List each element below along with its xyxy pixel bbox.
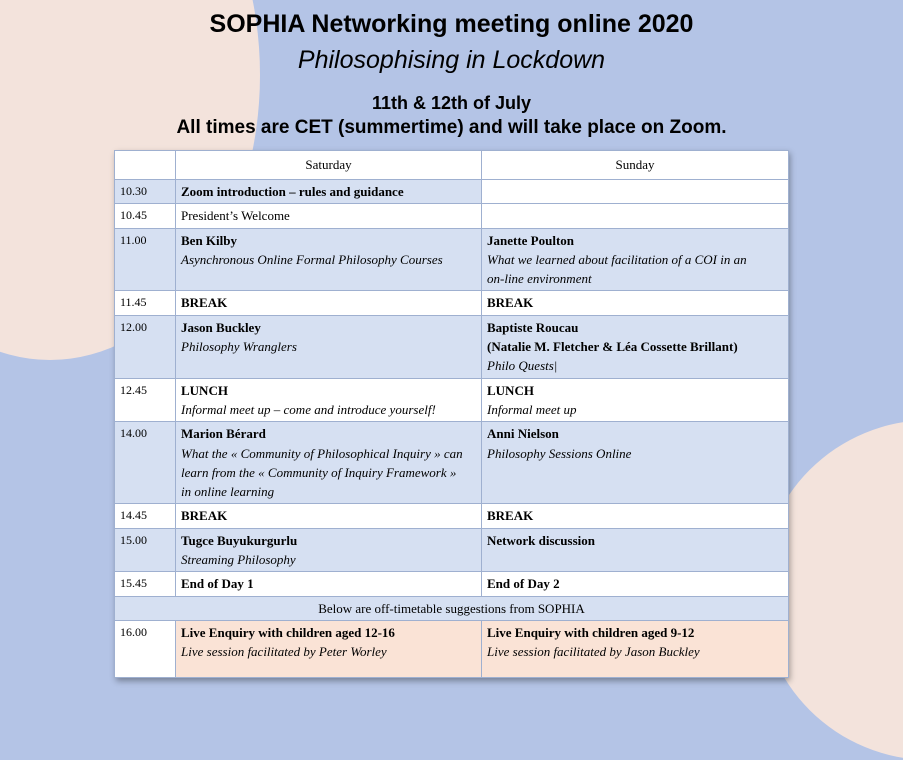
times-note: All times are CET (summertime) and will take place on Zoom. bbox=[176, 117, 727, 138]
session-facilitator: Live session facilitated by Jason Buckley bbox=[487, 644, 700, 660]
break-label: BREAK bbox=[487, 508, 534, 524]
time-cell: 10.45 bbox=[115, 204, 176, 228]
saturday-cell bbox=[176, 180, 482, 204]
speaker-name: Anni Nielson bbox=[487, 426, 559, 442]
event-dates: 11th & 12th of July bbox=[371, 93, 532, 113]
time-column-header bbox=[115, 151, 176, 180]
table-row bbox=[115, 204, 789, 228]
break-label: BREAK bbox=[487, 295, 534, 311]
time-cell: 11.00 bbox=[115, 228, 176, 291]
schedule-table bbox=[114, 150, 788, 678]
lunch-label: LUNCH bbox=[181, 382, 228, 398]
session-title-cont: learn from the « Community of Inquiry Framework » bbox=[181, 464, 457, 480]
sunday-cell bbox=[482, 504, 789, 528]
lunch-note: Informal meet up bbox=[487, 401, 577, 417]
sunday-cell bbox=[482, 180, 789, 204]
time-cell: 16.00 bbox=[115, 620, 176, 677]
table-row bbox=[115, 528, 789, 572]
end-of-day-label: End of Day 1 bbox=[181, 576, 254, 592]
table-row bbox=[115, 315, 789, 378]
sunday-cell bbox=[482, 422, 789, 504]
session-facilitator: Live session facilitated by Peter Worley bbox=[181, 644, 387, 660]
table-row bbox=[115, 572, 789, 596]
speaker-name: Marion Bérard bbox=[181, 426, 266, 442]
time-cell: 11.45 bbox=[115, 291, 176, 315]
off-timetable-note: Below are off-timetable suggestions from SOPHIA bbox=[115, 596, 789, 620]
time-cell: 14.00 bbox=[115, 422, 176, 504]
break-label: BREAK bbox=[181, 295, 228, 311]
saturday-cell bbox=[176, 204, 482, 228]
sunday-column-header: Sunday bbox=[482, 151, 789, 180]
saturday-column-header: Saturday bbox=[176, 151, 482, 180]
sunday-cell bbox=[482, 572, 789, 596]
sunday-cell bbox=[482, 315, 789, 378]
saturday-cell bbox=[176, 504, 482, 528]
session-title: Live Enquiry with children aged 12-16 bbox=[181, 624, 395, 640]
speaker-name: Ben Kilby bbox=[181, 232, 237, 248]
table-row bbox=[115, 291, 789, 315]
time-cell: 10.30 bbox=[115, 180, 176, 204]
saturday-cell bbox=[176, 291, 482, 315]
session-title: Zoom introduction – rules and guidance bbox=[181, 184, 404, 199]
session-title: Streaming Philosophy bbox=[181, 552, 296, 568]
session-title-cont: on-line environment bbox=[487, 271, 592, 287]
table-row bbox=[115, 228, 789, 291]
session-title-cont: in online learning bbox=[181, 484, 275, 500]
time-cell: 14.45 bbox=[115, 504, 176, 528]
speaker-name: Baptiste Roucau bbox=[487, 319, 579, 335]
session-title: What the « Community of Philosophical Inquiry » can bbox=[181, 445, 463, 461]
session-title: Philosophy Wranglers bbox=[181, 339, 297, 355]
sunday-cell bbox=[482, 378, 789, 422]
saturday-cell bbox=[176, 572, 482, 596]
session-title: Asynchronous Online Formal Philosophy Courses bbox=[181, 251, 443, 267]
session-title: Philosophy Sessions Online bbox=[487, 445, 632, 461]
sunday-cell bbox=[482, 291, 789, 315]
page-subtitle: Philosophising in Lockdown bbox=[297, 46, 606, 74]
saturday-cell bbox=[176, 528, 482, 572]
table-row bbox=[115, 180, 789, 204]
lunch-note: Informal meet up – come and introduce yourself! bbox=[181, 401, 436, 417]
time-cell: 15.00 bbox=[115, 528, 176, 572]
sunday-cell bbox=[482, 204, 789, 228]
table-row bbox=[115, 504, 789, 528]
session-title: Philo Quests| bbox=[487, 358, 558, 374]
sunday-cell bbox=[482, 228, 789, 291]
session-title: Live Enquiry with children aged 9-12 bbox=[487, 624, 695, 640]
end-of-day-label: End of Day 2 bbox=[487, 576, 560, 592]
break-label: BREAK bbox=[181, 508, 228, 524]
lunch-label: LUNCH bbox=[487, 382, 534, 398]
session-title: Network discussion bbox=[487, 532, 595, 548]
co-speakers: (Natalie M. Fletcher & Léa Cossette Brillant) bbox=[487, 339, 738, 355]
saturday-cell bbox=[176, 315, 482, 378]
saturday-cell bbox=[176, 378, 482, 422]
table-row bbox=[115, 422, 789, 504]
saturday-cell bbox=[176, 228, 482, 291]
table-row bbox=[115, 378, 789, 422]
sunday-cell bbox=[482, 528, 789, 572]
page-title: SOPHIA Networking meeting online 2020 bbox=[209, 10, 694, 38]
session-title: President’s Welcome bbox=[181, 208, 290, 224]
saturday-cell bbox=[176, 422, 482, 504]
speaker-name: Janette Poulton bbox=[487, 232, 575, 248]
time-cell: 12.00 bbox=[115, 315, 176, 378]
speaker-name: Tugce Buyukurgurlu bbox=[181, 532, 298, 548]
session-title: What we learned about facilitation of a COI in an bbox=[487, 251, 747, 267]
speaker-name: Jason Buckley bbox=[181, 319, 261, 335]
table-row-note bbox=[115, 596, 789, 620]
time-cell: 12.45 bbox=[115, 378, 176, 422]
time-cell: 15.45 bbox=[115, 572, 176, 596]
